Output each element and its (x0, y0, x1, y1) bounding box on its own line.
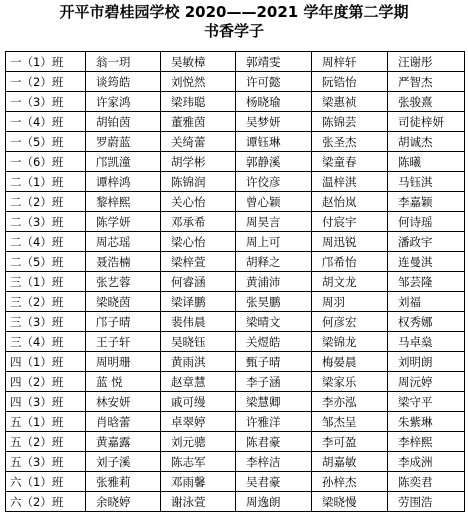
class-cell: 一（2）班 (6, 72, 86, 92)
student-name-cell: 杨晓瑜 (236, 92, 312, 112)
student-name-cell: 邓承希 (161, 212, 236, 232)
student-name-cell: 胡诚杰 (388, 132, 465, 152)
student-name-cell: 连曼淇 (388, 252, 465, 272)
student-name-cell: 陈志军 (161, 452, 236, 472)
table-row (6, 472, 465, 492)
student-name-cell: 谭梓鸿 (86, 172, 161, 192)
student-name-cell: 邝希怡 (312, 252, 388, 272)
student-name-cell: 李亦泓 (312, 392, 388, 412)
student-name-cell: 付宸宇 (312, 212, 388, 232)
student-name-cell: 裴伟晨 (161, 312, 236, 332)
student-name-cell: 刘悦然 (161, 72, 236, 92)
class-cell: 四（3）班 (6, 392, 86, 412)
student-name-cell: 梁玮聪 (161, 92, 236, 112)
student-table-body (6, 52, 465, 512)
student-name-cell: 梁晴文 (236, 312, 312, 332)
student-name-cell: 梅晏晨 (312, 352, 388, 372)
table-row (6, 352, 465, 372)
student-name-cell: 阮锆怡 (312, 72, 388, 92)
student-name-cell: 黄雨淇 (161, 352, 236, 372)
document-title: 开平市碧桂园学校 2020——2021 学年度第二学期 (59, 3, 409, 21)
student-name-cell: 许雅洋 (236, 412, 312, 432)
student-name-cell: 黎梓熙 (86, 192, 161, 212)
class-cell: 二（1）班 (6, 172, 86, 192)
class-cell: 一（1）班 (6, 52, 86, 72)
class-cell: 一（4）班 (6, 112, 86, 132)
student-name-cell: 严智杰 (388, 72, 465, 92)
student-name-cell: 罗蔚蓝 (86, 132, 161, 152)
student-name-cell: 何彦宏 (312, 312, 388, 332)
student-name-cell: 郭静溪 (236, 152, 312, 172)
class-cell: 二（5）班 (6, 252, 86, 272)
student-name-cell: 胡学彬 (161, 152, 236, 172)
table-row (6, 212, 465, 232)
student-name-cell: 周羽 (312, 292, 388, 312)
student-name-cell: 赵怡岚 (312, 192, 388, 212)
student-name-cell: 谭钰琳 (236, 132, 312, 152)
student-name-cell: 刘福 (388, 292, 465, 312)
student-name-cell: 谈筠皓 (86, 72, 161, 92)
student-name-cell: 吴君豪 (236, 472, 312, 492)
student-name-cell: 卓翠婷 (161, 412, 236, 432)
student-name-cell: 邹芸隆 (388, 272, 465, 292)
student-name-cell: 梁心怡 (161, 232, 236, 252)
student-name-cell: 吴晓钰 (161, 332, 236, 352)
table-row (6, 272, 465, 292)
student-name-cell: 邹杰呈 (312, 412, 388, 432)
class-cell: 三（3）班 (6, 312, 86, 332)
table-row (6, 72, 465, 92)
table-row (6, 332, 465, 352)
class-cell: 三（4）班 (6, 332, 86, 352)
student-name-cell: 梁惠祯 (312, 92, 388, 112)
student-name-cell: 梁晓茵 (86, 292, 161, 312)
student-name-cell: 刘子溪 (86, 452, 161, 472)
student-name-cell: 孙梓杰 (312, 472, 388, 492)
student-name-cell: 劳围浩 (388, 492, 465, 512)
student-name-cell: 陈学妍 (86, 212, 161, 232)
student-name-cell: 关绮蕾 (161, 132, 236, 152)
student-name-cell: 何诗瑶 (388, 212, 465, 232)
class-cell: 六（2）班 (6, 492, 86, 512)
student-name-cell: 陈奕君 (388, 472, 465, 492)
student-name-cell: 赵章慧 (161, 372, 236, 392)
student-name-cell: 朱紫琳 (388, 412, 465, 432)
table-row (6, 492, 465, 512)
student-name-cell: 林安妍 (86, 392, 161, 412)
student-name-cell: 马卓燊 (388, 332, 465, 352)
student-name-cell: 黄嘉露 (86, 432, 161, 452)
student-name-cell: 陈君豪 (236, 432, 312, 452)
student-name-cell: 翁一玥 (86, 52, 161, 72)
student-name-cell: 余晓婷 (86, 492, 161, 512)
student-name-cell: 关心怡 (161, 192, 236, 212)
class-cell: 一（5）班 (6, 132, 86, 152)
student-name-cell: 何睿涵 (161, 272, 236, 292)
student-name-cell: 周逸朗 (236, 492, 312, 512)
student-name-cell: 周梓轩 (312, 52, 388, 72)
student-name-cell: 梁译鹏 (161, 292, 236, 312)
student-name-cell: 刘明朗 (388, 352, 465, 372)
class-cell: 五（2）班 (6, 432, 86, 452)
student-name-cell: 胡文龙 (312, 272, 388, 292)
class-cell: 四（2）班 (6, 372, 86, 392)
student-name-cell: 董雅茵 (161, 112, 236, 132)
class-cell: 二（2）班 (6, 192, 86, 212)
student-name-cell: 李梓熙 (388, 432, 465, 452)
table-row (6, 292, 465, 312)
student-name-cell: 胡释之 (236, 252, 312, 272)
student-name-cell: 曾心颖 (236, 192, 312, 212)
table-row (6, 92, 465, 112)
table-row (6, 172, 465, 192)
student-name-cell: 陈曦 (388, 152, 465, 172)
student-name-cell: 郭靖雯 (236, 52, 312, 72)
table-row (6, 432, 465, 452)
student-name-cell: 张骏熹 (388, 92, 465, 112)
student-name-cell: 邝子晴 (86, 312, 161, 332)
student-name-cell: 戚可缦 (161, 392, 236, 412)
student-name-cell: 吴敏樟 (161, 52, 236, 72)
student-name-cell: 梁梓萱 (161, 252, 236, 272)
student-name-cell: 张昊鹏 (236, 292, 312, 312)
table-row (6, 232, 465, 252)
student-name-cell: 邓雨馨 (161, 472, 236, 492)
student-name-cell: 陈锦润 (161, 172, 236, 192)
class-cell: 三（2）班 (6, 292, 86, 312)
table-row (6, 252, 465, 272)
table-row (6, 112, 465, 132)
table-row (6, 392, 465, 412)
student-name-cell: 司徒梓妍 (388, 112, 465, 132)
student-name-cell: 梁慧卿 (236, 392, 312, 412)
student-name-cell: 肖晗蕾 (86, 412, 161, 432)
student-name-cell: 张艺蓉 (86, 272, 161, 292)
student-name-cell: 李可盈 (312, 432, 388, 452)
student-name-cell: 梁守平 (388, 392, 465, 412)
document-subtitle: 书香学子 (203, 22, 264, 40)
student-name-cell: 梁晓慢 (312, 492, 388, 512)
student-name-cell: 许可懿 (236, 72, 312, 92)
student-name-cell: 张圣杰 (312, 132, 388, 152)
table-row (6, 132, 465, 152)
table-row (6, 312, 465, 332)
student-name-cell: 梁锦龙 (312, 332, 388, 352)
student-name-cell: 甄子晴 (236, 352, 312, 372)
student-name-cell: 王子轩 (86, 332, 161, 352)
student-name-cell: 黄浦沛 (236, 272, 312, 292)
class-cell: 二（4）班 (6, 232, 86, 252)
class-cell: 五（3）班 (6, 452, 86, 472)
student-name-cell: 胡嘉敏 (312, 452, 388, 472)
student-name-cell: 周明珊 (86, 352, 161, 372)
student-name-cell: 李子涵 (236, 372, 312, 392)
table-row (6, 372, 465, 392)
student-name-cell: 聂浩楠 (86, 252, 161, 272)
student-name-cell: 蓝 悦 (86, 372, 161, 392)
student-name-cell: 周上可 (236, 232, 312, 252)
student-name-cell: 吴梦妍 (236, 112, 312, 132)
student-name-cell: 许家鸿 (86, 92, 161, 112)
table-row (6, 452, 465, 472)
student-name-cell: 温梓淇 (312, 172, 388, 192)
student-name-cell: 周沅婷 (388, 372, 465, 392)
student-name-cell: 李嘉颖 (388, 192, 465, 212)
class-cell: 四（1）班 (6, 352, 86, 372)
table-row (6, 412, 465, 432)
student-name-cell: 李成洲 (388, 452, 465, 472)
student-name-cell: 许佼彦 (236, 172, 312, 192)
student-name-cell: 梁家乐 (312, 372, 388, 392)
student-name-cell: 权秀娜 (388, 312, 465, 332)
student-name-cell: 潘政宇 (388, 232, 465, 252)
class-cell: 二（3）班 (6, 212, 86, 232)
student-name-cell: 谢泳萱 (161, 492, 236, 512)
student-name-cell: 陈锦芸 (312, 112, 388, 132)
class-cell: 一（6）班 (6, 152, 86, 172)
student-name-cell: 李梓洁 (236, 452, 312, 472)
student-name-cell: 邝凯潼 (86, 152, 161, 172)
student-name-cell: 胡铂茵 (86, 112, 161, 132)
student-name-cell: 周昊言 (236, 212, 312, 232)
student-name-cell: 周迅锐 (312, 232, 388, 252)
student-name-cell: 马钰淇 (388, 172, 465, 192)
student-table (5, 51, 465, 512)
student-name-cell: 梁童春 (312, 152, 388, 172)
table-row (6, 152, 465, 172)
student-name-cell: 汪谢彤 (388, 52, 465, 72)
class-cell: 五（1）班 (6, 412, 86, 432)
student-name-cell: 刘元骢 (161, 432, 236, 452)
class-cell: 六（1）班 (6, 472, 86, 492)
student-name-cell: 张雅莉 (86, 472, 161, 492)
class-cell: 一（3）班 (6, 92, 86, 112)
student-name-cell: 周芯瑶 (86, 232, 161, 252)
student-name-cell: 关煜皓 (236, 332, 312, 352)
table-row (6, 52, 465, 72)
table-row (6, 192, 465, 212)
class-cell: 三（1）班 (6, 272, 86, 292)
